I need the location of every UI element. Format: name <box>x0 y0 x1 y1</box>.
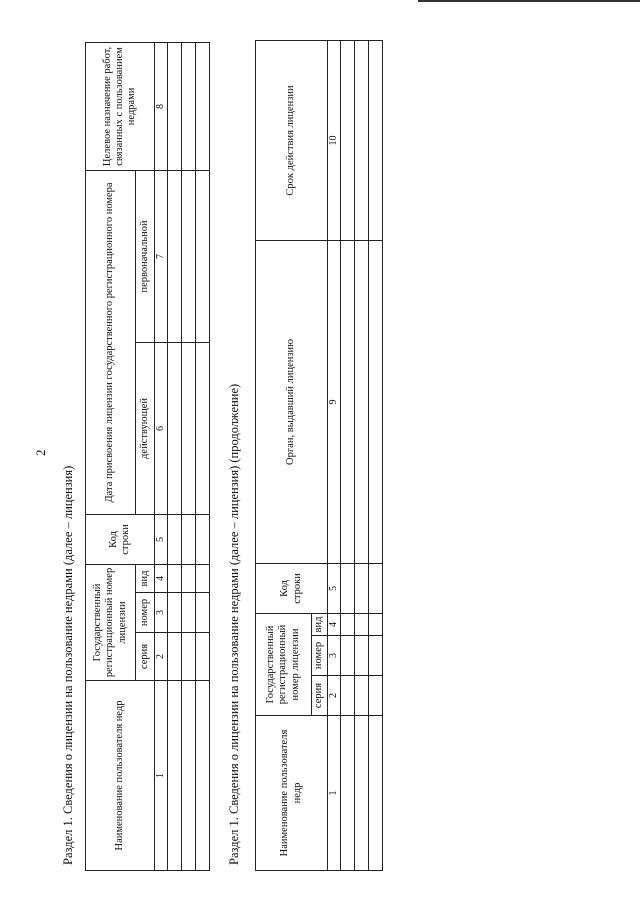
header-series: серия <box>312 676 328 716</box>
header-number: номер <box>312 636 328 676</box>
column-number: 5 <box>328 563 341 613</box>
header-initial: первоначальной <box>136 170 155 342</box>
table-cell[interactable] <box>368 613 382 635</box>
table-cell[interactable] <box>340 240 354 563</box>
section1-table <box>85 42 210 871</box>
table-cell[interactable] <box>354 676 368 716</box>
header-user-name: Наименование пользователя недр <box>86 681 155 871</box>
header-series: серия <box>136 633 155 681</box>
table-row <box>340 40 354 870</box>
table-cell[interactable] <box>167 593 181 633</box>
table-cell[interactable] <box>340 40 354 240</box>
table-cell[interactable] <box>181 170 195 342</box>
table-cell[interactable] <box>167 564 181 592</box>
column-number: 3 <box>328 636 341 676</box>
column-number: 5 <box>155 514 168 564</box>
table-cell[interactable] <box>368 563 382 613</box>
table-cell[interactable] <box>368 636 382 676</box>
header-state-reg: Государственный регистрационный номер лицензии <box>256 613 312 715</box>
header-row-code: Код строки <box>86 514 155 564</box>
table-row <box>195 42 209 870</box>
table-row <box>181 42 195 870</box>
column-number: 8 <box>155 42 168 170</box>
section1-title: Раздел 1. Сведения о лицензии на пользование недрами (далее – лицензия) <box>61 465 75 865</box>
table-cell[interactable] <box>181 633 195 681</box>
table-cell[interactable] <box>354 716 368 871</box>
section1-header-row <box>86 42 136 870</box>
header-authority: Орган, выдавший лицензию <box>256 240 328 563</box>
table-cell[interactable] <box>181 593 195 633</box>
table-cell[interactable] <box>368 240 382 563</box>
column-number: 3 <box>155 593 168 633</box>
table-cell[interactable] <box>340 636 354 676</box>
table-cell[interactable] <box>181 681 195 871</box>
table-cell[interactable] <box>354 40 368 240</box>
table-cell[interactable] <box>354 563 368 613</box>
section1-column-numbers <box>155 42 168 870</box>
table-row <box>167 42 181 870</box>
header-validity: Срок действия лицензии <box>256 40 328 240</box>
table-cell[interactable] <box>368 676 382 716</box>
section2-column-numbers <box>328 40 341 870</box>
section2-header-row <box>256 40 312 870</box>
table-cell[interactable] <box>167 170 181 342</box>
table-row <box>368 40 382 870</box>
column-number: 1 <box>328 716 341 871</box>
table-cell[interactable] <box>195 633 209 681</box>
table-cell[interactable] <box>167 633 181 681</box>
column-number: 4 <box>328 613 341 635</box>
header-number: номер <box>136 593 155 633</box>
table-cell[interactable] <box>195 42 209 170</box>
column-number: 10 <box>328 40 341 240</box>
table-cell[interactable] <box>195 342 209 514</box>
table-cell[interactable] <box>181 342 195 514</box>
section2-table <box>255 40 383 871</box>
page-number: 2 <box>33 449 48 456</box>
header-state-reg: Государственный регистрационный номер лицензии <box>86 564 136 680</box>
table-cell[interactable] <box>368 716 382 871</box>
header-purpose: Целевое назначение работ, связанных с пользованием недрами <box>86 42 155 170</box>
table-cell[interactable] <box>181 514 195 564</box>
table-cell[interactable] <box>340 563 354 613</box>
column-number: 2 <box>328 676 341 716</box>
table-cell[interactable] <box>354 240 368 563</box>
column-number: 1 <box>155 681 168 871</box>
table-row <box>354 40 368 870</box>
table-cell[interactable] <box>181 42 195 170</box>
column-number: 9 <box>328 240 341 563</box>
table-cell[interactable] <box>195 170 209 342</box>
header-kind: вид <box>312 613 328 635</box>
table-cell[interactable] <box>354 613 368 635</box>
column-number: 7 <box>155 170 168 342</box>
table-cell[interactable] <box>167 514 181 564</box>
table-cell[interactable] <box>167 342 181 514</box>
table-cell[interactable] <box>340 716 354 871</box>
header-user-name: Наименование пользователя недр <box>256 716 328 871</box>
header-current: действующей <box>136 342 155 514</box>
table-cell[interactable] <box>340 613 354 635</box>
table-cell[interactable] <box>368 40 382 240</box>
table-cell[interactable] <box>195 593 209 633</box>
table-cell[interactable] <box>195 514 209 564</box>
header-kind: вид <box>136 564 155 592</box>
table-cell[interactable] <box>195 681 209 871</box>
table-cell[interactable] <box>181 564 195 592</box>
table-cell[interactable] <box>340 676 354 716</box>
header-row-code: Код строки <box>256 563 328 613</box>
column-number: 4 <box>155 564 168 592</box>
table-cell[interactable] <box>195 564 209 592</box>
column-number: 2 <box>155 633 168 681</box>
column-number: 6 <box>155 342 168 514</box>
header-date-group: Дата присвоения лицензии государственного регистрационного номера <box>86 170 136 514</box>
table-cell[interactable] <box>354 636 368 676</box>
table-cell[interactable] <box>167 681 181 871</box>
section2-title: Раздел 1. Сведения о лицензии на пользование недрами (далее – лицензия) (продолжение) <box>227 383 241 865</box>
table-cell[interactable] <box>167 42 181 170</box>
